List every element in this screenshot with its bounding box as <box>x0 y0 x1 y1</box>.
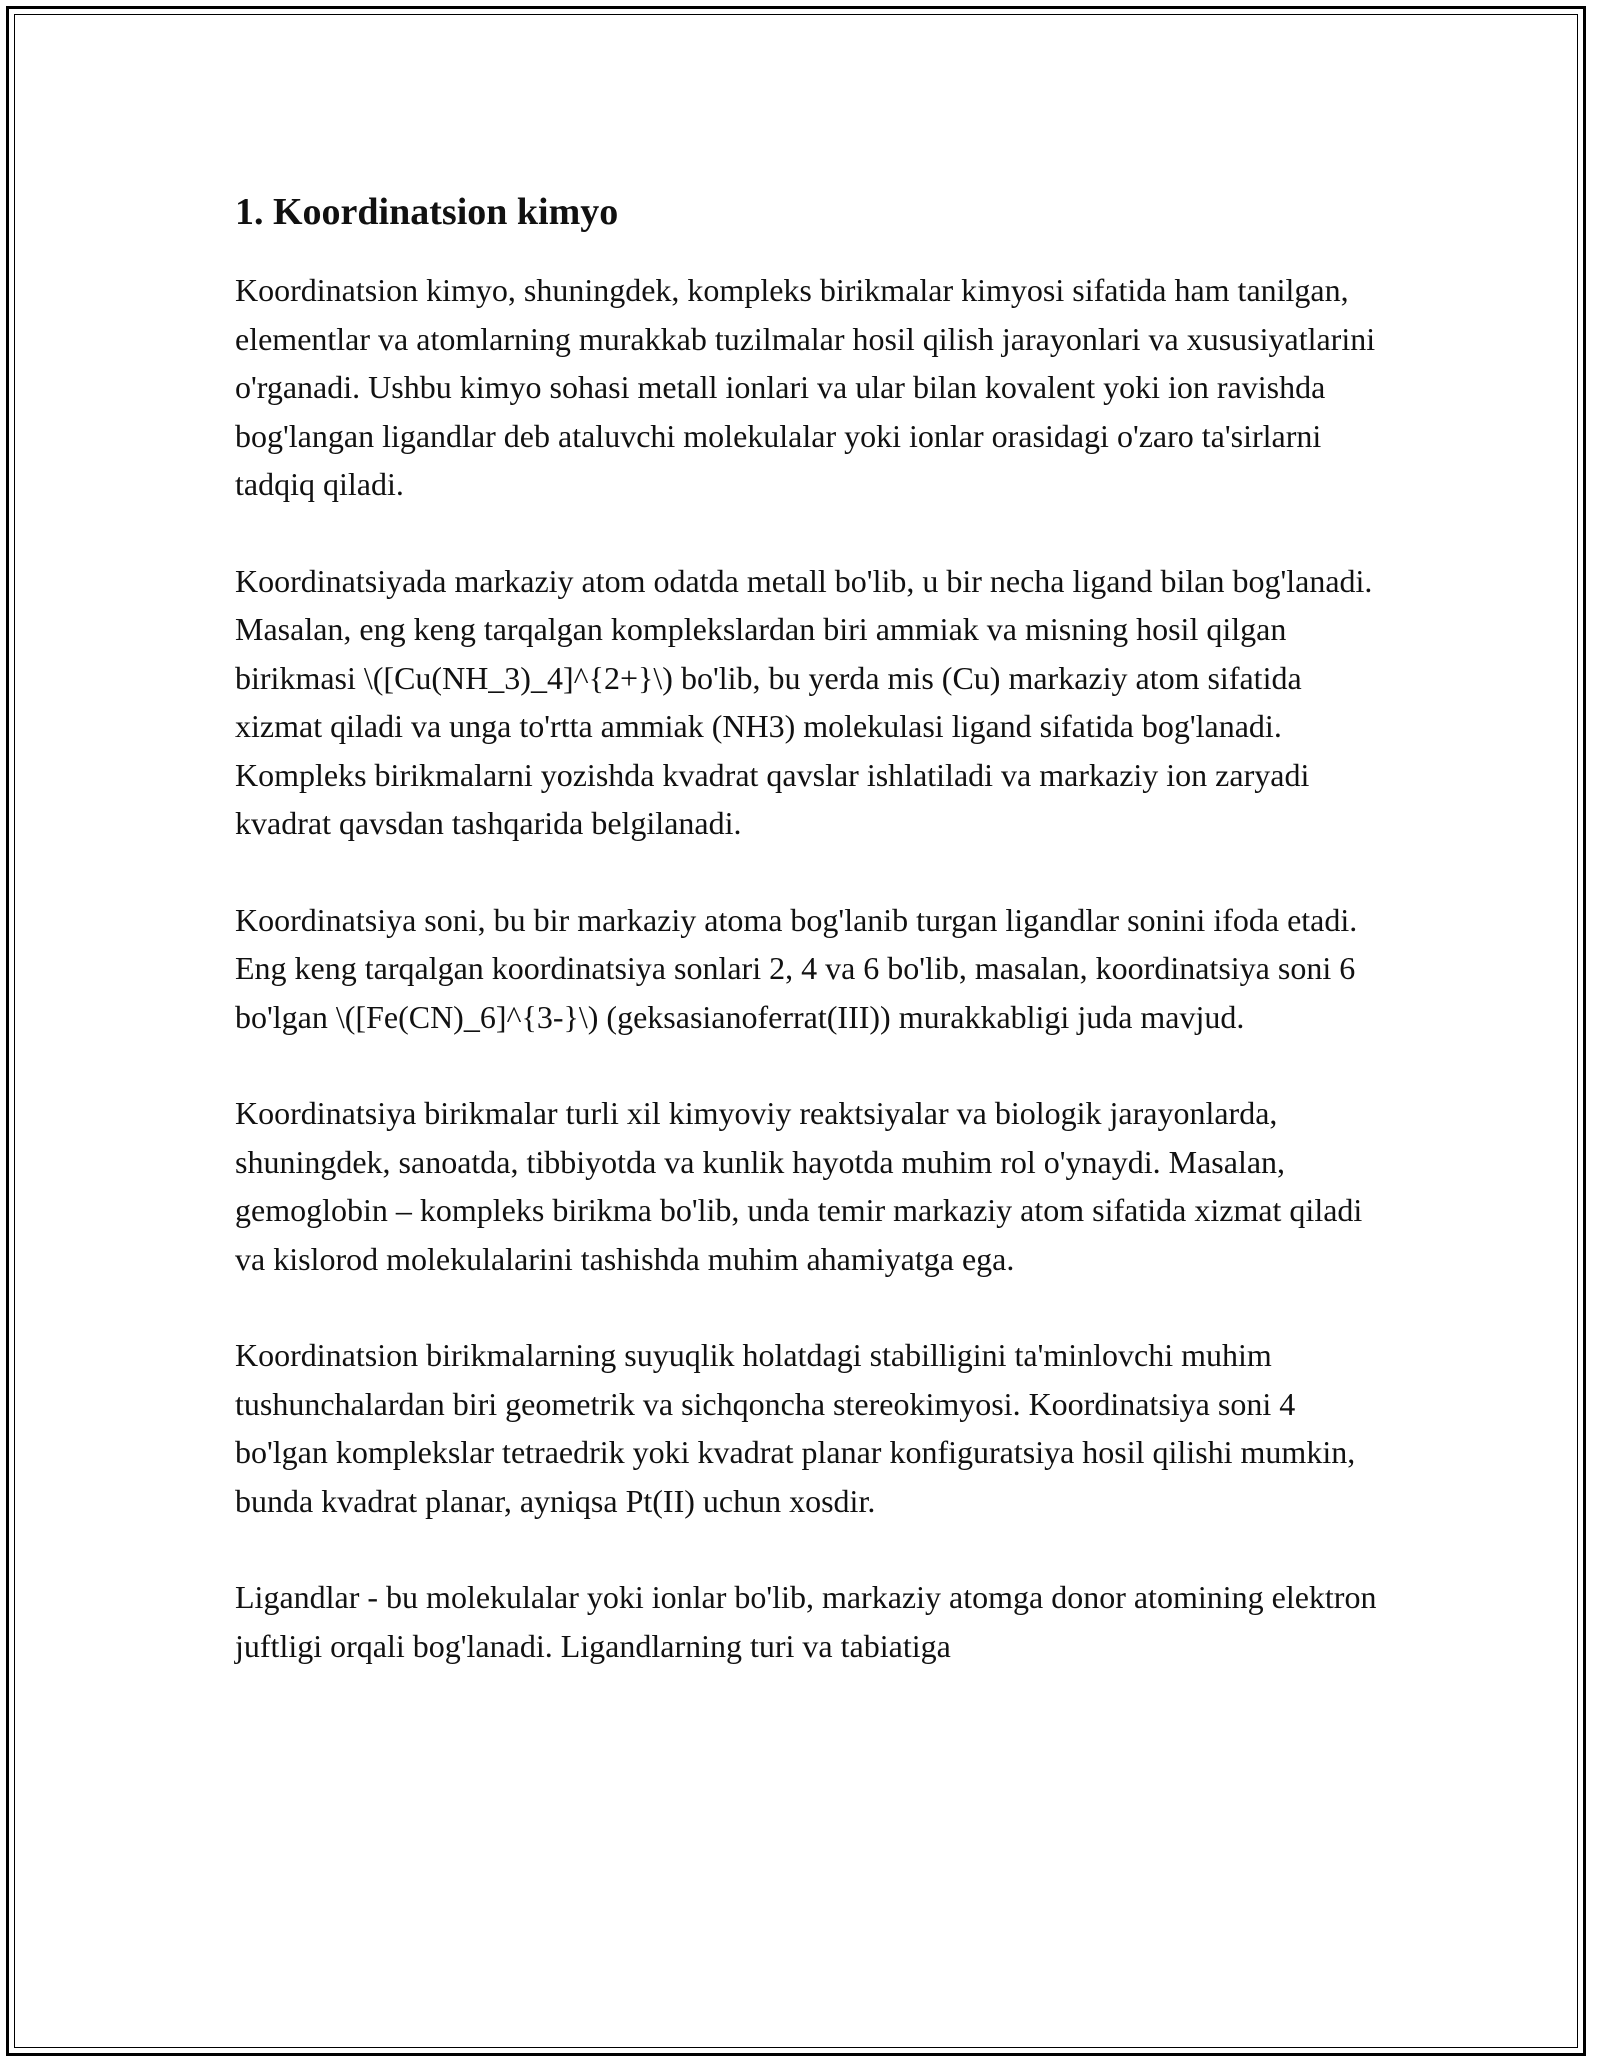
paragraph-4: Koordinatsiya birikmalar turli xil kimyoviy reaktsiyalar va biologik jarayonlarda, shuningdek, sanoatda, tibbiyotda va kunlik hayotda muhim rol o'ynaydi. Masalan, gemoglobin – kompleks birikma bo'lib, unda temir markaziy atom sifatida xizmat qiladi va kislorod molekulalarini tashishda muhim ahamiyatga ega. <box>235 1095 1363 1277</box>
paragraph-2: Koordinatsiyada markaziy atom odatda metall bo'lib, u bir necha ligand bilan bog'lanadi. Masalan, eng keng tarqalgan komplekslardan biri ammiak va misning hosil qilgan birikmasi \([Cu(NH_3)_4]^{2+}\) bo'lib, bu yerda mis (Cu) markaziy atom sifatida xizmat qiladi va unga to'rtta ammiak (NH3) molekulasi ligand sifatida bog'lanadi. Kompleks birikmalarni yozishda kvadrat qavslar ishlatiladi va markaziy ion zaryadi kvadrat qavsdan tashqarida belgilanadi. <box>235 562 1373 841</box>
paragraph-5: Koordinatsion birikmalarning suyuqlik holatdagi stabilligini ta'minlovchi muhim tushunchalardan biri geometrik va sichqoncha stereokimyosi. Koordinatsiya soni 4 bo'lgan komplekslar tetraedrik yoki kvadrat planar konfiguratsiya hosil qilishi mumkin, bunda kvadrat planar, ayniqsa Pt(II) uchun xosdir. <box>235 1337 1356 1519</box>
paragraph-1: Koordinatsion kimyo, shuningdek, kompleks birikmalar kimyosi sifatida ham tanilgan, elementlar va atomlarning murakkab tuzilmalar hosil qilish jarayonlari va xususiyatlarini o'rganadi. Ushbu kimyo sohasi metall ionlari va ular bilan kovalent yoki ion ravishda bog'langan ligandlar deb ataluvchi molekulalar yoki ionlar orasidagi o'zaro ta'sirlarni tadqiq qiladi. <box>235 272 1376 502</box>
paragraph-6: Ligandlar - bu molekulalar yoki ionlar bo'lib, markaziy atomga donor atomining elektron juftligi orqali bog'lanadi. Ligandlarning turi va tabiatiga <box>235 1579 1377 1664</box>
document-body <box>235 182 1385 1718</box>
section-heading: 1. Koordinatsion kimyo <box>235 191 619 233</box>
paragraph-3: Koordinatsiya soni, bu bir markaziy atoma bog'lanib turgan ligandlar sonini ifoda etadi. Eng keng tarqalgan koordinatsiya sonlari 2, 4 va 6 bo'lib, masalan, koordinatsiya soni 6 bo'lgan \([Fe(CN)_6]^{3-}\) (geksasianoferrat(III)) murakkabligi juda mavjud. <box>235 901 1358 1035</box>
